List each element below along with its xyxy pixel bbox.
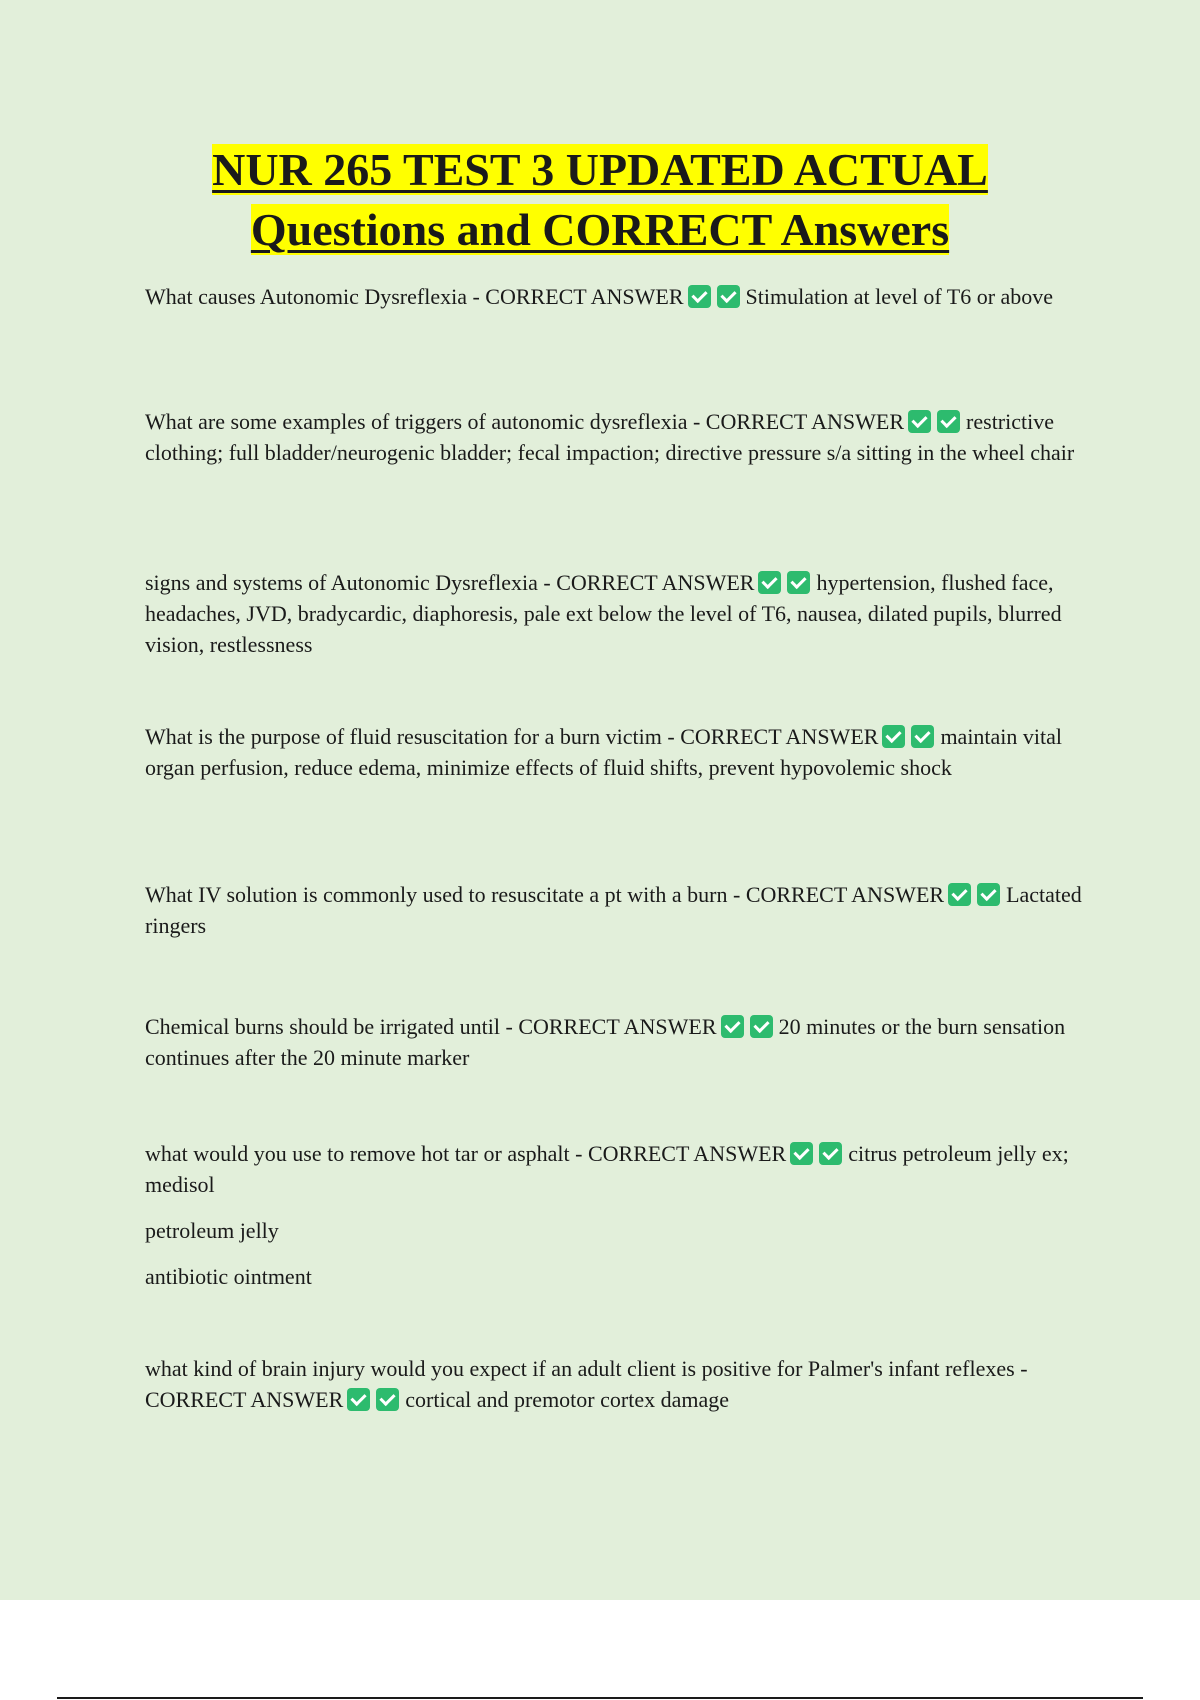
qa-item (145, 567, 1085, 660)
checkmark-box-icon (688, 285, 711, 308)
answer-text: restrictive clothing; full bladder/neurogenic bladder; fecal impaction; directive pressure s/a sitting in the wheel chair (145, 409, 1075, 465)
qa-item (145, 281, 1085, 312)
question-text: What is the purpose of fluid resuscitation for a burn victim - CORRECT ANSWER (145, 724, 879, 749)
question-text: Chemical burns should be irrigated until - CORRECT ANSWER (145, 1014, 717, 1039)
question-text: what would you use to remove hot tar or asphalt - CORRECT ANSWER (145, 1141, 787, 1166)
answer-text: cortical and premotor cortex damage (405, 1387, 729, 1412)
qa-item (145, 406, 1085, 468)
answer-extra-line: petroleum jelly (145, 1218, 279, 1243)
checkmark-box-icon (376, 1388, 399, 1411)
checkmark-box-icon (750, 1015, 773, 1038)
checkmark-box-icon (911, 725, 934, 748)
answer-text: hypertension, flushed face, headaches, JVD, bradycardic, diaphoresis, pale ext below the level of T6, nausea, dilated pupils, blurred vision, restlessness (145, 570, 1062, 657)
qa-item (145, 1011, 1085, 1073)
question-text: What causes Autonomic Dysreflexia - CORRECT ANSWER (145, 284, 684, 309)
checkmark-box-icon (937, 410, 960, 433)
checkmark-box-icon (977, 883, 1000, 906)
question-text: What IV solution is commonly used to resuscitate a pt with a burn - CORRECT ANSWER (145, 882, 945, 907)
title-line-2: Questions and CORRECT Answers (250, 204, 950, 255)
checkmark-box-icon (948, 883, 971, 906)
checkmark-box-icon (908, 410, 931, 433)
question-text: what kind of brain injury would you expect if an adult client is positive for Palmer's infant reflexes - CORRECT ANSWER (145, 1356, 1028, 1412)
qa-item (145, 721, 1085, 783)
answer-text: 20 minutes or the burn sensation continues after the 20 minute marker (145, 1014, 1066, 1070)
footer-divider (57, 1697, 1143, 1699)
answer-text: maintain vital organ perfusion, reduce edema, minimize effects of fluid shifts, prevent hypovolemic shock (145, 724, 1063, 780)
checkmark-box-icon (787, 571, 810, 594)
qa-item (145, 1353, 1085, 1415)
checkmark-box-icon (790, 1142, 813, 1165)
answer-extra-line: antibiotic ointment (145, 1264, 312, 1289)
answer-text: citrus petroleum jelly ex; medisol (145, 1141, 1069, 1197)
question-text: What are some examples of triggers of autonomic dysreflexia - CORRECT ANSWER (145, 409, 905, 434)
qa-item (145, 879, 1085, 941)
title-line-1: NUR 265 TEST 3 UPDATED ACTUAL (212, 144, 988, 195)
checkmark-box-icon (717, 285, 740, 308)
checkmark-box-icon (758, 571, 781, 594)
document-title (0, 140, 1200, 260)
checkmark-box-icon (882, 725, 905, 748)
qa-item (145, 1138, 1085, 1200)
checkmark-box-icon (347, 1388, 370, 1411)
answer-text: Stimulation at level of T6 or above (745, 284, 1054, 309)
answer-text: Lactated ringers (145, 882, 1082, 938)
question-text: signs and systems of Autonomic Dysreflexia - CORRECT ANSWER (145, 570, 755, 595)
checkmark-box-icon (721, 1015, 744, 1038)
checkmark-box-icon (819, 1142, 842, 1165)
